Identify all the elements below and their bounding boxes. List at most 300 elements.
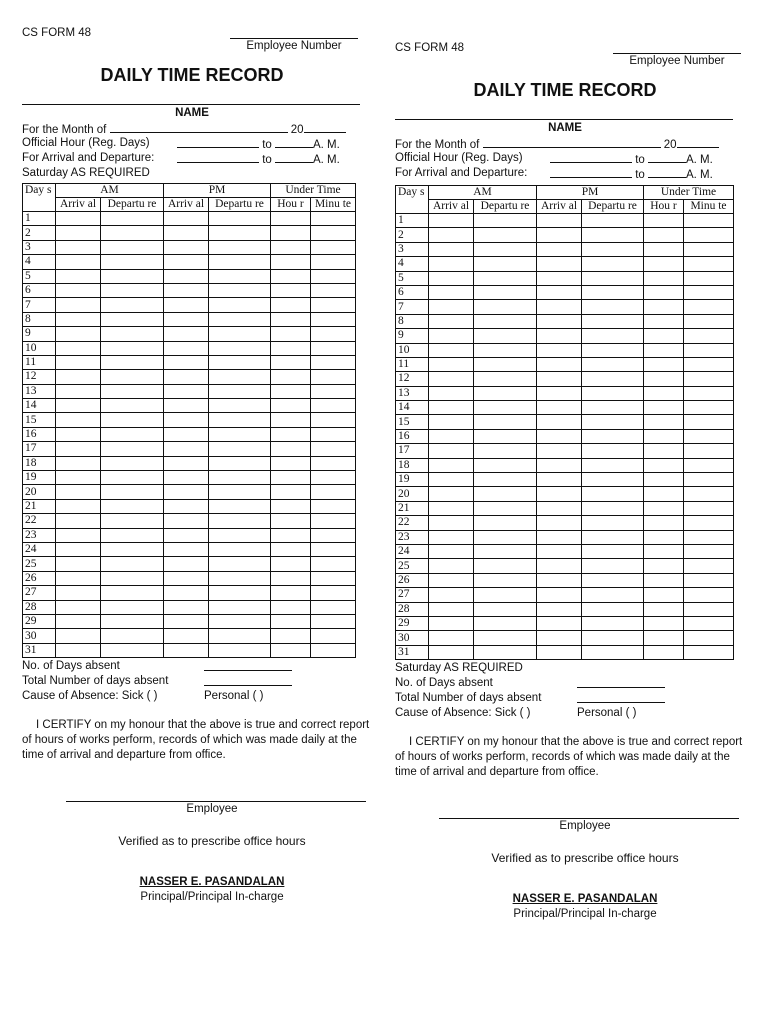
- time-cell[interactable]: [644, 429, 684, 443]
- time-cell[interactable]: [164, 312, 209, 326]
- time-cell[interactable]: [311, 586, 356, 600]
- time-cell[interactable]: [209, 571, 271, 585]
- time-cell[interactable]: [56, 514, 101, 528]
- time-cell[interactable]: [582, 501, 644, 515]
- time-cell[interactable]: [537, 487, 582, 501]
- time-cell[interactable]: [582, 516, 644, 530]
- time-cell[interactable]: [684, 357, 734, 371]
- time-cell[interactable]: [209, 471, 271, 485]
- time-cell[interactable]: [429, 429, 474, 443]
- time-cell[interactable]: [101, 586, 164, 600]
- time-cell[interactable]: [582, 631, 644, 645]
- time-cell[interactable]: [582, 271, 644, 285]
- time-cell[interactable]: [164, 212, 209, 226]
- time-cell[interactable]: [582, 401, 644, 415]
- time-cell[interactable]: [537, 530, 582, 544]
- official-hour-to-field[interactable]: [648, 151, 686, 163]
- time-cell[interactable]: [474, 357, 537, 371]
- time-cell[interactable]: [271, 226, 311, 240]
- time-cell[interactable]: [684, 573, 734, 587]
- time-cell[interactable]: [429, 444, 474, 458]
- time-cell[interactable]: [311, 355, 356, 369]
- time-cell[interactable]: [209, 370, 271, 384]
- time-cell[interactable]: [684, 444, 734, 458]
- time-cell[interactable]: [582, 257, 644, 271]
- time-cell[interactable]: [271, 456, 311, 470]
- time-cell[interactable]: [474, 645, 537, 659]
- time-cell[interactable]: [271, 269, 311, 283]
- time-cell[interactable]: [271, 586, 311, 600]
- time-cell[interactable]: [429, 645, 474, 659]
- time-cell[interactable]: [474, 329, 537, 343]
- time-cell[interactable]: [474, 602, 537, 616]
- time-cell[interactable]: [582, 300, 644, 314]
- time-cell[interactable]: [582, 429, 644, 443]
- time-cell[interactable]: [56, 600, 101, 614]
- time-cell[interactable]: [56, 226, 101, 240]
- time-cell[interactable]: [271, 370, 311, 384]
- time-cell[interactable]: [271, 499, 311, 513]
- time-cell[interactable]: [209, 327, 271, 341]
- time-cell[interactable]: [537, 544, 582, 558]
- time-cell[interactable]: [56, 571, 101, 585]
- time-cell[interactable]: [644, 501, 684, 515]
- time-cell[interactable]: [209, 499, 271, 513]
- time-cell[interactable]: [684, 588, 734, 602]
- time-cell[interactable]: [429, 300, 474, 314]
- time-cell[interactable]: [582, 357, 644, 371]
- time-cell[interactable]: [684, 429, 734, 443]
- time-cell[interactable]: [644, 300, 684, 314]
- time-cell[interactable]: [209, 384, 271, 398]
- time-cell[interactable]: [429, 530, 474, 544]
- time-cell[interactable]: [56, 471, 101, 485]
- time-cell[interactable]: [684, 559, 734, 573]
- time-cell[interactable]: [684, 473, 734, 487]
- time-cell[interactable]: [209, 528, 271, 542]
- time-cell[interactable]: [164, 557, 209, 571]
- time-cell[interactable]: [101, 269, 164, 283]
- time-cell[interactable]: [537, 357, 582, 371]
- time-cell[interactable]: [101, 514, 164, 528]
- time-cell[interactable]: [537, 329, 582, 343]
- time-cell[interactable]: [164, 384, 209, 398]
- time-cell[interactable]: [644, 257, 684, 271]
- time-cell[interactable]: [684, 415, 734, 429]
- time-cell[interactable]: [56, 269, 101, 283]
- time-cell[interactable]: [684, 300, 734, 314]
- time-cell[interactable]: [311, 542, 356, 556]
- time-cell[interactable]: [164, 255, 209, 269]
- time-cell[interactable]: [164, 600, 209, 614]
- time-cell[interactable]: [271, 240, 311, 254]
- time-cell[interactable]: [209, 341, 271, 355]
- name-field[interactable]: [22, 94, 360, 105]
- time-cell[interactable]: [644, 242, 684, 256]
- time-cell[interactable]: [429, 573, 474, 587]
- time-cell[interactable]: [474, 271, 537, 285]
- employee-number-field[interactable]: [230, 24, 358, 54]
- time-cell[interactable]: [474, 300, 537, 314]
- time-cell[interactable]: [644, 401, 684, 415]
- time-cell[interactable]: [684, 386, 734, 400]
- time-cell[interactable]: [582, 530, 644, 544]
- time-cell[interactable]: [56, 643, 101, 657]
- time-cell[interactable]: [164, 269, 209, 283]
- days-absent-field[interactable]: [204, 659, 292, 671]
- time-cell[interactable]: [56, 586, 101, 600]
- time-cell[interactable]: [537, 242, 582, 256]
- time-cell[interactable]: [582, 343, 644, 357]
- time-cell[interactable]: [209, 586, 271, 600]
- time-cell[interactable]: [644, 516, 684, 530]
- time-cell[interactable]: [311, 399, 356, 413]
- time-cell[interactable]: [311, 341, 356, 355]
- time-cell[interactable]: [644, 544, 684, 558]
- time-cell[interactable]: [537, 386, 582, 400]
- time-cell[interactable]: [474, 573, 537, 587]
- time-cell[interactable]: [429, 616, 474, 630]
- time-cell[interactable]: [271, 255, 311, 269]
- official-hour-to-field[interactable]: [275, 136, 313, 148]
- time-cell[interactable]: [101, 499, 164, 513]
- time-cell[interactable]: [209, 542, 271, 556]
- time-cell[interactable]: [582, 544, 644, 558]
- time-cell[interactable]: [271, 327, 311, 341]
- time-cell[interactable]: [644, 343, 684, 357]
- time-cell[interactable]: [311, 557, 356, 571]
- time-cell[interactable]: [56, 557, 101, 571]
- time-cell[interactable]: [537, 372, 582, 386]
- time-cell[interactable]: [101, 355, 164, 369]
- time-cell[interactable]: [582, 386, 644, 400]
- time-cell[interactable]: [429, 257, 474, 271]
- time-cell[interactable]: [101, 384, 164, 398]
- time-cell[interactable]: [474, 487, 537, 501]
- time-cell[interactable]: [164, 643, 209, 657]
- time-cell[interactable]: [101, 629, 164, 643]
- time-cell[interactable]: [271, 298, 311, 312]
- total-days-absent-field[interactable]: [204, 674, 292, 686]
- time-cell[interactable]: [209, 442, 271, 456]
- time-cell[interactable]: [644, 329, 684, 343]
- time-cell[interactable]: [537, 257, 582, 271]
- time-cell[interactable]: [101, 528, 164, 542]
- time-cell[interactable]: [101, 442, 164, 456]
- time-cell[interactable]: [164, 370, 209, 384]
- time-cell[interactable]: [209, 643, 271, 657]
- time-cell[interactable]: [684, 314, 734, 328]
- time-cell[interactable]: [537, 214, 582, 228]
- time-cell[interactable]: [684, 616, 734, 630]
- time-cell[interactable]: [209, 629, 271, 643]
- time-cell[interactable]: [474, 501, 537, 515]
- days-absent-field[interactable]: [577, 676, 665, 688]
- time-cell[interactable]: [582, 228, 644, 242]
- time-cell[interactable]: [209, 255, 271, 269]
- time-cell[interactable]: [271, 212, 311, 226]
- time-cell[interactable]: [644, 372, 684, 386]
- time-cell[interactable]: [684, 487, 734, 501]
- time-cell[interactable]: [582, 645, 644, 659]
- time-cell[interactable]: [209, 600, 271, 614]
- time-cell[interactable]: [164, 283, 209, 297]
- time-cell[interactable]: [56, 614, 101, 628]
- time-cell[interactable]: [209, 557, 271, 571]
- time-cell[interactable]: [684, 285, 734, 299]
- time-cell[interactable]: [271, 471, 311, 485]
- time-cell[interactable]: [474, 544, 537, 558]
- time-cell[interactable]: [164, 528, 209, 542]
- time-cell[interactable]: [209, 240, 271, 254]
- time-cell[interactable]: [311, 571, 356, 585]
- time-cell[interactable]: [311, 499, 356, 513]
- time-cell[interactable]: [209, 399, 271, 413]
- time-cell[interactable]: [164, 514, 209, 528]
- time-cell[interactable]: [429, 588, 474, 602]
- time-cell[interactable]: [429, 357, 474, 371]
- time-cell[interactable]: [537, 573, 582, 587]
- time-cell[interactable]: [56, 485, 101, 499]
- time-cell[interactable]: [209, 212, 271, 226]
- time-cell[interactable]: [537, 473, 582, 487]
- time-cell[interactable]: [474, 401, 537, 415]
- time-cell[interactable]: [101, 283, 164, 297]
- time-cell[interactable]: [644, 573, 684, 587]
- time-cell[interactable]: [537, 588, 582, 602]
- time-cell[interactable]: [56, 255, 101, 269]
- time-cell[interactable]: [644, 415, 684, 429]
- time-cell[interactable]: [56, 629, 101, 643]
- time-cell[interactable]: [311, 413, 356, 427]
- time-cell[interactable]: [311, 370, 356, 384]
- time-cell[interactable]: [474, 429, 537, 443]
- time-cell[interactable]: [101, 485, 164, 499]
- time-cell[interactable]: [101, 370, 164, 384]
- time-cell[interactable]: [311, 614, 356, 628]
- time-cell[interactable]: [429, 242, 474, 256]
- official-hour-from-field[interactable]: [177, 136, 259, 148]
- time-cell[interactable]: [474, 616, 537, 630]
- time-cell[interactable]: [429, 271, 474, 285]
- time-cell[interactable]: [684, 401, 734, 415]
- name-field[interactable]: [395, 109, 733, 120]
- time-cell[interactable]: [209, 485, 271, 499]
- time-cell[interactable]: [537, 415, 582, 429]
- month-field[interactable]: [483, 136, 661, 148]
- time-cell[interactable]: [311, 629, 356, 643]
- time-cell[interactable]: [164, 327, 209, 341]
- time-cell[interactable]: [429, 631, 474, 645]
- time-cell[interactable]: [271, 542, 311, 556]
- time-cell[interactable]: [209, 283, 271, 297]
- time-cell[interactable]: [474, 386, 537, 400]
- time-cell[interactable]: [271, 283, 311, 297]
- time-cell[interactable]: [311, 471, 356, 485]
- time-cell[interactable]: [56, 442, 101, 456]
- time-cell[interactable]: [101, 255, 164, 269]
- time-cell[interactable]: [56, 370, 101, 384]
- time-cell[interactable]: [101, 226, 164, 240]
- time-cell[interactable]: [644, 458, 684, 472]
- time-cell[interactable]: [101, 614, 164, 628]
- time-cell[interactable]: [582, 444, 644, 458]
- time-cell[interactable]: [209, 514, 271, 528]
- time-cell[interactable]: [644, 487, 684, 501]
- time-cell[interactable]: [311, 485, 356, 499]
- time-cell[interactable]: [164, 542, 209, 556]
- official-hour-from-field[interactable]: [550, 151, 632, 163]
- time-cell[interactable]: [164, 614, 209, 628]
- time-cell[interactable]: [101, 327, 164, 341]
- time-cell[interactable]: [582, 559, 644, 573]
- time-cell[interactable]: [101, 542, 164, 556]
- time-cell[interactable]: [164, 240, 209, 254]
- time-cell[interactable]: [209, 413, 271, 427]
- time-cell[interactable]: [537, 429, 582, 443]
- time-cell[interactable]: [164, 341, 209, 355]
- time-cell[interactable]: [429, 214, 474, 228]
- time-cell[interactable]: [474, 530, 537, 544]
- time-cell[interactable]: [644, 602, 684, 616]
- time-cell[interactable]: [644, 386, 684, 400]
- time-cell[interactable]: [209, 298, 271, 312]
- time-cell[interactable]: [271, 442, 311, 456]
- time-cell[interactable]: [537, 501, 582, 515]
- time-cell[interactable]: [164, 629, 209, 643]
- time-cell[interactable]: [644, 588, 684, 602]
- time-cell[interactable]: [101, 212, 164, 226]
- time-cell[interactable]: [56, 212, 101, 226]
- time-cell[interactable]: [582, 242, 644, 256]
- time-cell[interactable]: [311, 643, 356, 657]
- time-cell[interactable]: [582, 573, 644, 587]
- year-field[interactable]: [304, 121, 346, 133]
- time-cell[interactable]: [311, 442, 356, 456]
- time-cell[interactable]: [537, 401, 582, 415]
- time-cell[interactable]: [474, 343, 537, 357]
- time-cell[interactable]: [537, 314, 582, 328]
- time-cell[interactable]: [311, 255, 356, 269]
- time-cell[interactable]: [56, 384, 101, 398]
- time-cell[interactable]: [271, 614, 311, 628]
- time-cell[interactable]: [311, 298, 356, 312]
- time-cell[interactable]: [56, 399, 101, 413]
- time-cell[interactable]: [684, 214, 734, 228]
- time-cell[interactable]: [429, 386, 474, 400]
- time-cell[interactable]: [537, 271, 582, 285]
- time-cell[interactable]: [101, 240, 164, 254]
- time-cell[interactable]: [644, 314, 684, 328]
- time-cell[interactable]: [429, 415, 474, 429]
- time-cell[interactable]: [271, 571, 311, 585]
- time-cell[interactable]: [101, 471, 164, 485]
- time-cell[interactable]: [474, 458, 537, 472]
- time-cell[interactable]: [101, 643, 164, 657]
- time-cell[interactable]: [56, 298, 101, 312]
- time-cell[interactable]: [474, 314, 537, 328]
- arrival-from-field[interactable]: [177, 151, 259, 163]
- time-cell[interactable]: [429, 559, 474, 573]
- time-cell[interactable]: [56, 240, 101, 254]
- time-cell[interactable]: [537, 458, 582, 472]
- time-cell[interactable]: [56, 499, 101, 513]
- time-cell[interactable]: [164, 485, 209, 499]
- time-cell[interactable]: [164, 586, 209, 600]
- time-cell[interactable]: [644, 616, 684, 630]
- time-cell[interactable]: [56, 542, 101, 556]
- time-cell[interactable]: [582, 588, 644, 602]
- time-cell[interactable]: [644, 473, 684, 487]
- time-cell[interactable]: [429, 401, 474, 415]
- time-cell[interactable]: [474, 631, 537, 645]
- arrival-from-field[interactable]: [550, 166, 632, 178]
- time-cell[interactable]: [101, 456, 164, 470]
- time-cell[interactable]: [644, 631, 684, 645]
- time-cell[interactable]: [644, 285, 684, 299]
- time-cell[interactable]: [101, 341, 164, 355]
- time-cell[interactable]: [644, 530, 684, 544]
- time-cell[interactable]: [474, 559, 537, 573]
- time-cell[interactable]: [209, 226, 271, 240]
- time-cell[interactable]: [56, 283, 101, 297]
- time-cell[interactable]: [311, 528, 356, 542]
- time-cell[interactable]: [101, 427, 164, 441]
- time-cell[interactable]: [271, 312, 311, 326]
- time-cell[interactable]: [582, 214, 644, 228]
- time-cell[interactable]: [429, 501, 474, 515]
- time-cell[interactable]: [311, 600, 356, 614]
- time-cell[interactable]: [429, 602, 474, 616]
- time-cell[interactable]: [164, 456, 209, 470]
- time-cell[interactable]: [684, 271, 734, 285]
- time-cell[interactable]: [101, 298, 164, 312]
- time-cell[interactable]: [537, 343, 582, 357]
- time-cell[interactable]: [644, 444, 684, 458]
- year-field[interactable]: [677, 136, 719, 148]
- time-cell[interactable]: [164, 413, 209, 427]
- time-cell[interactable]: [537, 444, 582, 458]
- time-cell[interactable]: [684, 343, 734, 357]
- time-cell[interactable]: [311, 384, 356, 398]
- time-cell[interactable]: [429, 372, 474, 386]
- time-cell[interactable]: [271, 341, 311, 355]
- time-cell[interactable]: [311, 240, 356, 254]
- time-cell[interactable]: [209, 614, 271, 628]
- time-cell[interactable]: [429, 458, 474, 472]
- time-cell[interactable]: [56, 312, 101, 326]
- time-cell[interactable]: [582, 458, 644, 472]
- time-cell[interactable]: [56, 327, 101, 341]
- time-cell[interactable]: [311, 514, 356, 528]
- time-cell[interactable]: [684, 257, 734, 271]
- time-cell[interactable]: [644, 271, 684, 285]
- employee-signature-line[interactable]: [439, 812, 739, 819]
- time-cell[interactable]: [164, 442, 209, 456]
- time-cell[interactable]: [164, 355, 209, 369]
- time-cell[interactable]: [537, 516, 582, 530]
- time-cell[interactable]: [684, 458, 734, 472]
- time-cell[interactable]: [101, 557, 164, 571]
- time-cell[interactable]: [537, 645, 582, 659]
- time-cell[interactable]: [684, 501, 734, 515]
- time-cell[interactable]: [209, 355, 271, 369]
- time-cell[interactable]: [474, 228, 537, 242]
- time-cell[interactable]: [429, 228, 474, 242]
- time-cell[interactable]: [311, 456, 356, 470]
- time-cell[interactable]: [684, 329, 734, 343]
- time-cell[interactable]: [429, 343, 474, 357]
